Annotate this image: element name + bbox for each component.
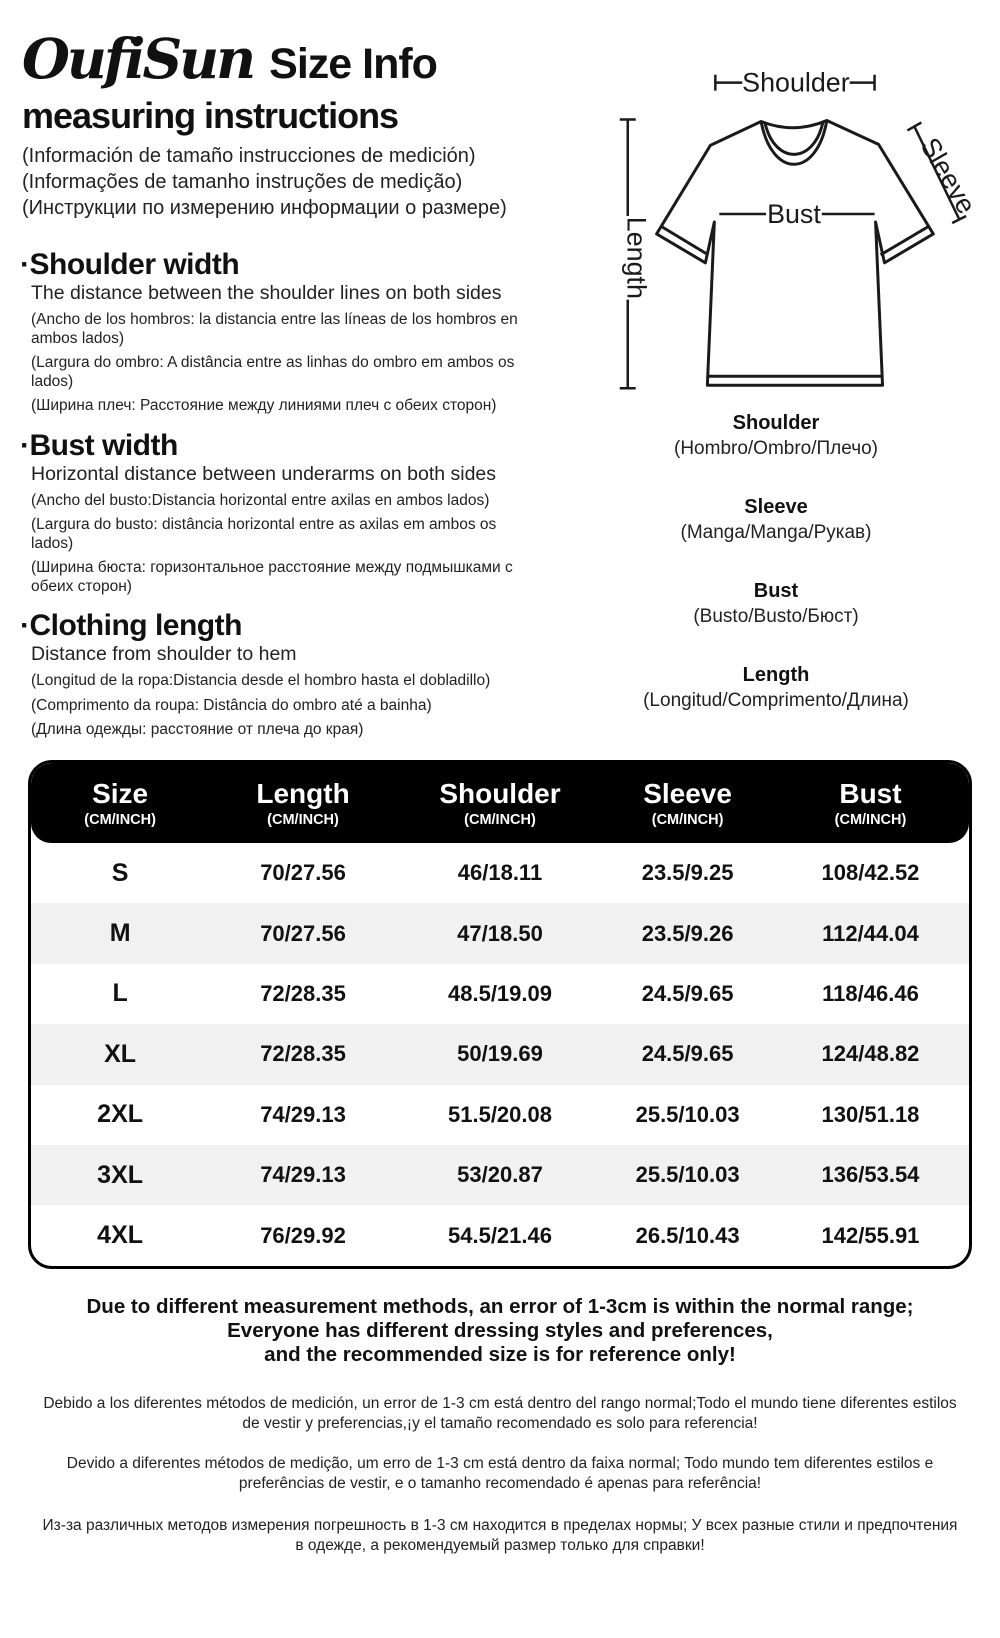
- shoulder-cell: 51.5/20.08: [448, 1101, 552, 1127]
- column-header-sleeve: Sleeve (CM/INCH): [643, 778, 732, 828]
- size-cell: XL: [104, 1039, 137, 1068]
- subtitle-translations: [22, 143, 582, 221]
- section-clothing-length: [20, 609, 540, 740]
- header: [22, 26, 582, 221]
- size-cell: 3XL: [97, 1160, 144, 1189]
- section-title: ·Bust width: [20, 428, 178, 462]
- legend-translation: (Manga/Manga/Рукав): [680, 522, 872, 543]
- table-row: [31, 1145, 969, 1205]
- shoulder-cell: 53/20.87: [457, 1162, 543, 1188]
- disclaimer-english: [0, 1295, 1000, 1367]
- sleeve-cell: 23.5/9.25: [641, 860, 734, 886]
- section-bust-width: [20, 429, 540, 597]
- legend-entry-length: [560, 662, 992, 713]
- section-title: ·Clothing length: [20, 609, 242, 642]
- size-table-header: [31, 763, 969, 843]
- length-cell: 72/28.35: [260, 1041, 346, 1067]
- bust-cell: 142/55.91: [821, 1222, 920, 1248]
- section-translation-pt: (Largura do busto: distância horizontal entre as axilas em ambos os lados): [31, 516, 497, 552]
- section-description: Distance from shoulder to hem: [31, 643, 297, 665]
- section-translation-pt: (Largura do ombro: A distância entre as linhas do ombro em ambos os lados): [31, 354, 515, 390]
- disclaimer-spanish: Debido a los diferentes métodos de medición, un error de 1-3 cm está dentro del rango normal;Todo el mundo tiene diferentes estilos de vestir y preferencias,¡y el tamaño recomendado es solo para referencia!: [43, 1395, 957, 1432]
- disclaimer-english-line: Everyone has different dressing styles and preferences,: [227, 1319, 773, 1342]
- size-table: [28, 760, 972, 1269]
- diagram-bust-label: Bust: [767, 199, 821, 230]
- tshirt-outline: [657, 120, 934, 385]
- legend-translation: (Busto/Busto/Бюст): [693, 606, 859, 627]
- shoulder-cell: 50/19.69: [457, 1041, 543, 1067]
- sleeve-cell: 25.5/10.03: [635, 1101, 740, 1127]
- shoulder-cell: 54.5/21.46: [448, 1222, 552, 1248]
- bust-cell: 130/51.18: [821, 1101, 920, 1127]
- diagram-sleeve-label: Sleeve: [914, 132, 982, 219]
- section-shoulder-width: [20, 248, 540, 416]
- size-cell: M: [109, 919, 131, 948]
- shoulder-cell: 46/18.11: [457, 860, 543, 886]
- length-cell: 76/29.92: [260, 1222, 346, 1248]
- legend-translation: (Longitud/Comprimento/Длина): [643, 690, 909, 711]
- length-cell: 74/29.13: [260, 1101, 346, 1127]
- section-translation-es: (Ancho de los hombros: la distancia entre las líneas de los hombros en ambos lados): [31, 311, 518, 347]
- bust-cell: 124/48.82: [821, 1041, 920, 1067]
- section-description: The distance between the shoulder lines on both sides: [31, 282, 502, 304]
- bust-cell: 112/44.04: [822, 920, 919, 946]
- sleeve-cell: 24.5/9.65: [641, 980, 734, 1006]
- page-subtitle: measuring instructions: [22, 95, 399, 136]
- section-description: Horizontal distance between underarms on both sides: [31, 462, 497, 485]
- disclaimer-portuguese: Devido a diferentes métodos de medição, um erro de 1-3 cm está dentro da faixa normal; Todo mundo tem diferentes estilos e preferências de vestir, e o tamanho recomendado é apenas para referência!: [66, 1455, 934, 1492]
- legend-term: Sleeve: [744, 496, 808, 518]
- bust-cell: 108/42.52: [821, 860, 920, 886]
- legend-term: Bust: [753, 580, 799, 602]
- bust-cell: 118/46.46: [822, 980, 919, 1006]
- column-header-length: Length (CM/INCH): [256, 778, 350, 828]
- table-row: [31, 964, 969, 1024]
- section-translation-pt: (Comprimento da roupa: Distância do ombro até a bainha): [31, 696, 432, 714]
- size-cell: 4XL: [97, 1221, 144, 1250]
- length-cell: 72/28.35: [260, 980, 346, 1006]
- length-cell: 74/29.13: [260, 1162, 346, 1188]
- shoulder-cell: 48.5/19.09: [448, 980, 552, 1006]
- bust-cell: 136/53.54: [821, 1162, 920, 1188]
- section-translation-ru: (Ширина плеч: Расстояние между линиями плеч с обеих сторон): [31, 397, 497, 414]
- sleeve-cell: 23.5/9.26: [641, 920, 734, 946]
- legend-term: Shoulder: [732, 412, 820, 434]
- legend-term: Length: [742, 664, 810, 686]
- section-translation-ru: (Длина одежды: расстояние от плеча до края): [31, 721, 364, 738]
- disclaimer-english-line: and the recommended size is for reference only!: [264, 1343, 736, 1366]
- subtitle-translation-pt: (Informações de tamanho instruções de medição): [22, 171, 463, 193]
- length-cell: 70/27.56: [260, 920, 346, 946]
- legend-entry-sleeve: [560, 494, 992, 545]
- size-cell: S: [111, 858, 129, 887]
- disclaimer-russian: Из-за различных методов измерения погрешность в 1-3 см находится в пределах нормы; У всех разные стили и предпочтения в одежде, а рекомендуемый размер только для справки!: [42, 1517, 958, 1554]
- table-row: [31, 1205, 969, 1265]
- disclaimer-footer: [0, 1295, 1000, 1555]
- legend-entry-bust: [560, 578, 992, 629]
- subtitle-translation-ru: (Инструкции по измерению информации о размере): [22, 197, 507, 219]
- length-cell: 70/27.56: [260, 860, 346, 886]
- sleeve-cell: 24.5/9.65: [641, 1041, 734, 1067]
- diagram-legend: [560, 410, 992, 746]
- table-row: [31, 843, 969, 903]
- sleeve-cell: 26.5/10.43: [635, 1222, 740, 1248]
- size-cell: 2XL: [97, 1100, 144, 1129]
- section-translation-es: (Ancho del busto:Distancia horizontal entre axilas en ambos lados): [31, 491, 490, 509]
- sleeve-cell: 25.5/10.03: [635, 1162, 740, 1188]
- diagram-length-label: Length: [621, 216, 652, 299]
- legend-translation: (Hombro/Ombro/Плечо): [674, 438, 878, 459]
- table-row: [31, 1085, 969, 1145]
- tshirt-diagram-icon: [575, 48, 993, 400]
- section-title: ·Shoulder width: [20, 248, 240, 281]
- column-header-bust: Bust (CM/INCH): [834, 778, 907, 828]
- table-row: [31, 1024, 969, 1084]
- tshirt-measurement-diagram: [575, 48, 993, 400]
- subtitle-translation-es: (Información de tamaño instrucciones de medición): [22, 145, 476, 167]
- page-title: Size Info: [269, 40, 437, 88]
- brand-logo: OufiSun: [22, 26, 254, 91]
- measuring-sections: [20, 248, 540, 753]
- shoulder-cell: 47/18.50: [457, 920, 543, 946]
- section-translation-ru: (Ширина бюста: горизонтальное расстояние между подмышками с обеих сторон): [31, 559, 513, 595]
- legend-entry-shoulder: [560, 410, 992, 461]
- table-row: [31, 903, 969, 963]
- column-header-size: Size (CM/INCH): [84, 778, 156, 828]
- diagram-shoulder-label: Shoulder: [742, 67, 850, 98]
- column-header-shoulder: Shoulder (CM/INCH): [439, 778, 561, 828]
- section-translation-es: (Longitud de la ropa:Distancia desde el hombro hasta el dobladillo): [31, 672, 491, 689]
- disclaimer-english-line: Due to different measurement methods, an error of 1-3cm is within the normal range;: [86, 1295, 914, 1318]
- size-cell: L: [112, 979, 128, 1008]
- title-row: [22, 26, 582, 91]
